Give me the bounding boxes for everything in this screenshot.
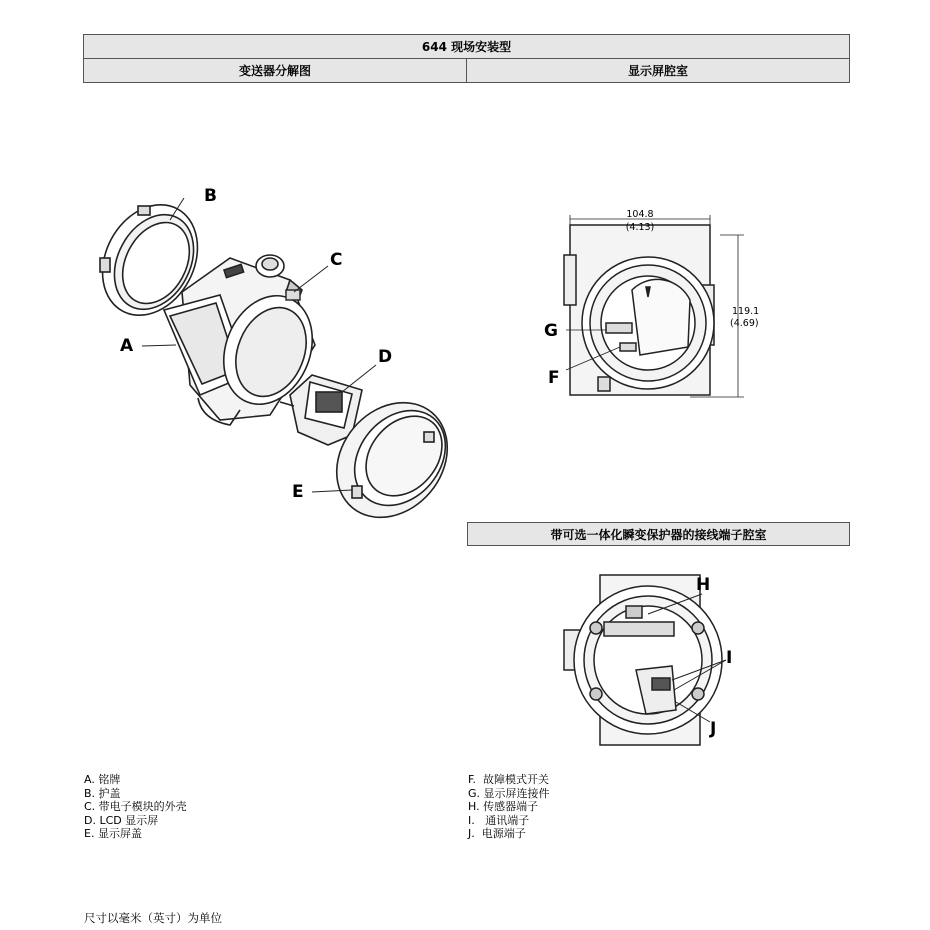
callout-d: D — [378, 347, 393, 367]
legend-item: J. 电源端子 — [468, 827, 526, 840]
height-in: (4.69) — [730, 318, 759, 329]
legend-item: E. 显示屏盖 — [84, 827, 142, 840]
callout-b: B — [204, 186, 217, 206]
height-mm: 119.1 — [732, 306, 760, 317]
legend-item: C. 带电子模块的外壳 — [84, 800, 187, 813]
callout-i: I — [726, 648, 733, 668]
terminal-housing — [564, 575, 722, 745]
callout-j: J — [710, 719, 717, 739]
header-col-left: 变送器分解图 — [84, 59, 467, 83]
legend-item: F. 故障模式开关 — [468, 773, 550, 786]
callout-c: C — [330, 250, 343, 270]
header-title: 644 现场安装型 — [84, 35, 850, 59]
display-compartment-drawing — [540, 205, 770, 410]
exploded-view-drawing — [90, 170, 470, 530]
width-in: (4.13) — [625, 222, 655, 233]
legend-item: A. 铭牌 — [84, 773, 121, 786]
legend-left — [84, 773, 187, 841]
legend-right — [468, 773, 550, 841]
width-mm: 104.8 — [626, 209, 654, 220]
callout-g: G — [544, 321, 558, 341]
terminal-compartment-drawing — [560, 570, 740, 750]
housing-clamp-c — [286, 290, 300, 300]
legend-item: G. 显示屏连接件 — [468, 786, 550, 800]
housing-front-view — [564, 225, 714, 395]
section2-title: 带可选一体化瞬变保护器的接线端子腔室 — [467, 522, 850, 546]
legend-item: B. 护盖 — [84, 786, 121, 800]
header-table — [83, 34, 850, 83]
legend-item: H. 传感器端子 — [468, 800, 539, 813]
units-note: 尺寸以毫米（英寸）为单位 — [84, 911, 222, 925]
legend-item: I. 通讯端子 — [468, 813, 530, 827]
legend-item: D. LCD 显示屏 — [84, 813, 159, 827]
callout-e: E — [292, 482, 304, 502]
header-col-right: 显示屏腔室 — [467, 59, 850, 83]
callout-f: F — [548, 368, 560, 388]
callout-a: A — [120, 336, 134, 356]
callout-h: H — [696, 575, 711, 595]
